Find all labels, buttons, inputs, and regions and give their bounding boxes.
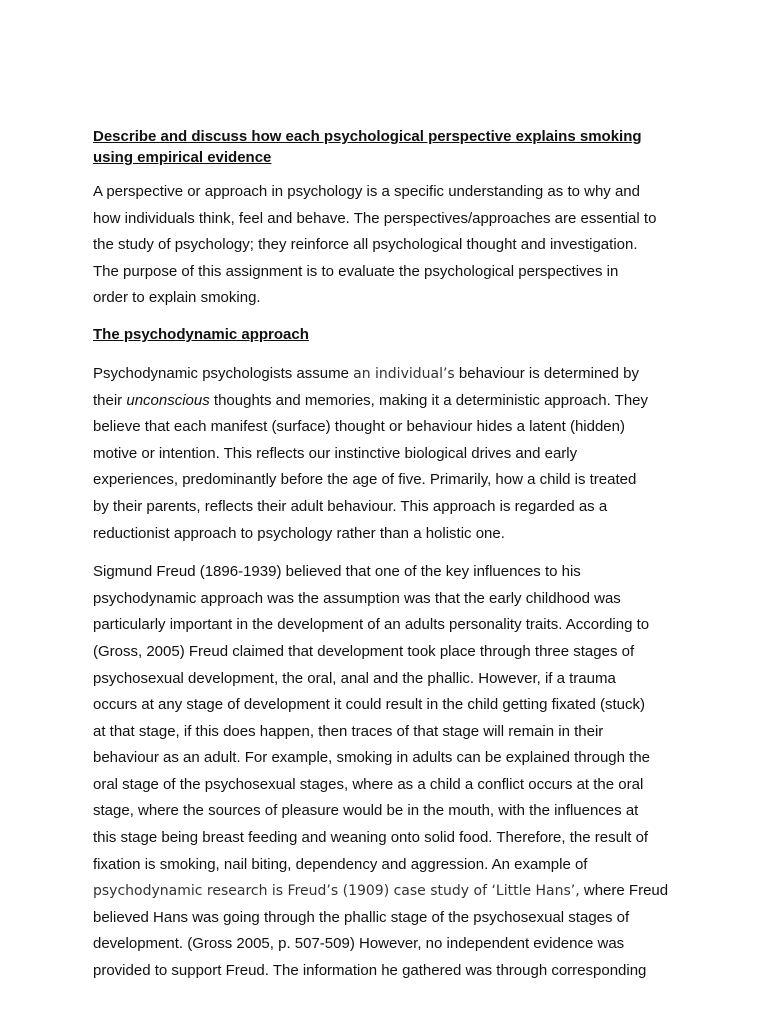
section-heading: The psychodynamic approach bbox=[93, 325, 309, 343]
document-page bbox=[93, 126, 683, 997]
text-line: stage, where the sources of pleasure would be in the mouth, with the influences at bbox=[93, 802, 639, 820]
text-run: behaviour is determined by bbox=[454, 364, 639, 382]
psychodynamic-paragraph bbox=[93, 361, 683, 547]
text-line: believed Hans was going through the phallic stage of the psychosexual stages of bbox=[93, 908, 630, 926]
text-line: the study of psychology; they reinforce all psychological thought and investigation. bbox=[93, 236, 638, 254]
document-title bbox=[93, 126, 683, 168]
text-line: (Gross, 2005) Freud claimed that development took place through three stages of bbox=[93, 642, 635, 660]
text-line: behaviour as an adult. For example, smoking in adults can be explained through the bbox=[93, 749, 651, 767]
text-run: their bbox=[93, 391, 127, 409]
text-line: how individuals think, feel and behave. The perspectives/approaches are essential to bbox=[93, 209, 657, 227]
text-line: provided to support Freud. The information he gathered was through corresponding bbox=[93, 962, 647, 980]
text-run: where Freud bbox=[579, 882, 669, 900]
text-run: psychodynamic research is Freud’s (1909) case study of ‘Little Hans’, bbox=[93, 883, 580, 900]
text-run: an individual’s bbox=[353, 365, 455, 382]
text-line bbox=[93, 878, 683, 905]
text-line: fixation is smoking, nail biting, dependency and aggression. An example of bbox=[93, 855, 588, 873]
title-line: Describe and discuss how each psychological perspective explains smoking bbox=[93, 128, 642, 145]
text-line: Sigmund Freud (1896-1939) believed that one of the key influences to his bbox=[93, 563, 581, 581]
text-line: believe that each manifest (surface) thought or behaviour hides a latent (hidden) bbox=[93, 418, 625, 436]
text-line: oral stage of the psychosexual stages, where as a child a conflict occurs at the oral bbox=[93, 775, 644, 793]
intro-paragraph bbox=[93, 179, 683, 312]
text-line: The purpose of this assignment is to evaluate the psychological perspectives in bbox=[93, 262, 619, 280]
text-line: reductionist approach to psychology rather than a holistic one. bbox=[93, 524, 505, 542]
text-line: this stage being breast feeding and weaning onto solid food. Therefore, the result of bbox=[93, 829, 649, 847]
text-line: occurs at any stage of development it could result in the child getting fixated (stuck) bbox=[93, 696, 645, 714]
text-line: particularly important in the development of an adults personality traits. According to bbox=[93, 616, 650, 634]
text-line: A perspective or approach in psychology is a specific understanding as to why and bbox=[93, 183, 640, 200]
text-line: motive or intention. This reflects our instinctive biological drives and early bbox=[93, 444, 578, 462]
text-line: at that stage, if this does happen, then traces of that stage will remain in their bbox=[93, 722, 604, 740]
text-line: psychosexual development, the oral, anal and the phallic. However, if a trauma bbox=[93, 669, 616, 687]
text-run: thoughts and memories, making it a deterministic approach. They bbox=[209, 391, 649, 409]
emphasis-text: unconscious bbox=[126, 391, 210, 409]
text-line bbox=[93, 388, 683, 415]
text-run: Psychodynamic psychologists assume bbox=[93, 364, 354, 382]
text-line: by their parents, reflects their adult behaviour. This approach is regarded as a bbox=[93, 497, 608, 515]
text-line: psychodynamic approach was the assumption was that the early childhood was bbox=[93, 589, 621, 607]
text-line: experiences, predominantly before the age of five. Primarily, how a child is treated bbox=[93, 471, 637, 489]
text-line bbox=[93, 361, 683, 388]
text-line: order to explain smoking. bbox=[93, 289, 261, 307]
freud-paragraph bbox=[93, 559, 683, 985]
text-line: development. (Gross 2005, p. 507-509) However, no independent evidence was bbox=[93, 935, 625, 953]
title-line: using empirical evidence bbox=[93, 149, 272, 166]
